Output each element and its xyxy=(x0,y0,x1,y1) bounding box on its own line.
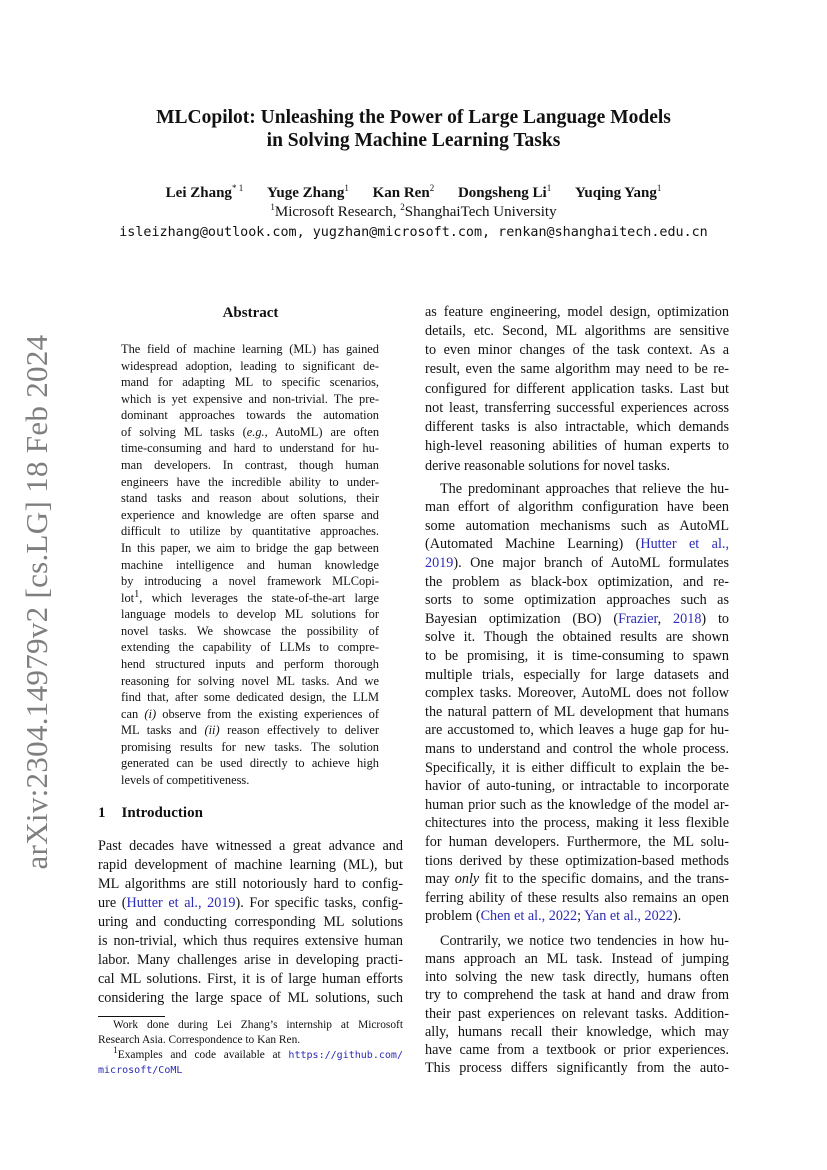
citation-link[interactable]: Chen et al., 2022 xyxy=(480,908,578,925)
text-run: may xyxy=(425,871,455,888)
text-run: sorts to some optimization approaches such as xyxy=(425,592,729,609)
text-line xyxy=(121,739,379,756)
text-run: novel tasks. We showcase the possibility of xyxy=(121,623,379,638)
text-run: by introducing a novel framework MLCopi- xyxy=(121,574,379,589)
text-run: machine intelligence and human knowledge xyxy=(121,557,379,572)
text-line xyxy=(98,894,403,913)
text-run: (i) xyxy=(144,706,157,721)
text-line xyxy=(98,970,403,989)
text-run: mans to understand and control the whole process. xyxy=(425,741,729,757)
text-run: for human developers. Furthermore, the ML solu- xyxy=(425,833,729,850)
text-run: Bayesian optimization (BO) ( xyxy=(425,610,619,627)
author: Dongsheng Li$^1$ xyxy=(457,183,552,201)
text-run: only xyxy=(454,871,480,888)
text-line xyxy=(121,341,379,358)
text-line xyxy=(425,1023,729,1041)
text-line xyxy=(425,1059,729,1077)
text-run: into solving the new task directly, humans often xyxy=(425,969,729,986)
text-run: This process differs significantly from the auto- xyxy=(425,1059,729,1076)
text-line xyxy=(425,535,729,554)
text-line xyxy=(425,889,729,908)
text-line xyxy=(121,374,379,391)
text-run: mans approach an ML task. Instead of jumping xyxy=(425,951,729,968)
citation-link[interactable]: Yan et al., 2022 xyxy=(584,908,673,925)
citation-link[interactable]: 2018 xyxy=(673,610,702,627)
author: Yuge Zhang$^1$ xyxy=(266,183,349,201)
section-heading-introduction: 1 Introduction xyxy=(98,805,203,821)
text-line xyxy=(121,424,379,441)
text-line xyxy=(425,759,729,778)
text-run: as feature engineering, model design, optimization xyxy=(425,303,729,320)
text-run: Research Asia. Correspondence to Kan Ren. xyxy=(98,1033,301,1046)
text-line xyxy=(121,639,379,656)
text-line xyxy=(425,628,729,647)
footnote-mark: 1 xyxy=(134,588,140,600)
title-line-1: MLCopilot: Unleashing the Power of Large Language Models xyxy=(156,107,671,128)
text-line xyxy=(425,647,729,666)
text-run: try to comprehend the task at hand and draw from xyxy=(425,987,729,1004)
text-run: can xyxy=(121,706,145,721)
text-line xyxy=(425,573,729,592)
text-run: levels of competitiveness. xyxy=(121,773,250,788)
text-line xyxy=(121,457,379,474)
text-line xyxy=(425,777,729,796)
text-run: observe from the existing experiences of xyxy=(156,706,380,721)
text-line xyxy=(425,360,729,379)
text-run: reasoning for solving novel ML tasks. And we xyxy=(121,673,379,688)
text-run: ML tasks and xyxy=(121,723,205,738)
text-line xyxy=(121,706,379,723)
text-run: tions derived by these optimization-based methods xyxy=(425,852,729,869)
text-run: find that, after some dedicated design, the LLM xyxy=(121,690,379,705)
text-line xyxy=(425,341,729,360)
intro-paragraph-1 xyxy=(98,837,403,1009)
url-link[interactable]: microsoft/CoML xyxy=(98,1064,183,1076)
text-run: ferring ability of these results also remains an open xyxy=(425,889,729,906)
text-run: ; xyxy=(577,908,585,925)
text-run: details, etc. Second, ML algorithms are sensitive xyxy=(425,322,729,339)
text-line xyxy=(425,932,729,950)
text-run: high-level reasoning abilities of human experts to xyxy=(425,438,729,455)
intro-paragraph-2 xyxy=(425,480,729,926)
url-link[interactable]: https://github.com/ xyxy=(288,1049,403,1061)
text-run: of solving ML tasks ( xyxy=(121,424,247,439)
citation-link[interactable]: Frazier xyxy=(618,610,658,627)
text-run: ally, humans recall their knowledge, which may xyxy=(425,1023,729,1040)
text-run: the problem as black-box optimization, and re- xyxy=(425,573,729,590)
text-run: uring and conducting corresponding ML solutions xyxy=(98,913,403,930)
text-run: experience and knowledge are often sparse and xyxy=(121,507,379,522)
text-run: ure ( xyxy=(98,894,127,911)
footnote-mark: 1 xyxy=(113,1045,118,1056)
text-run: havior of auto-tuning, or intractable to incorporate xyxy=(425,778,729,795)
author: Yuqing Yang$^1$ xyxy=(574,183,662,201)
text-run: , xyxy=(657,610,674,627)
text-line xyxy=(98,932,403,951)
text-run: some automation mechanisms such as AutoML xyxy=(425,517,729,534)
text-run: cal ML solutions. First, it is of large human efforts xyxy=(98,971,403,988)
text-run: multiple trials, especially for large datasets and xyxy=(425,666,729,683)
text-run: Past decades have witnessed a great advance and xyxy=(98,837,403,854)
abstract-heading: Abstract xyxy=(222,305,279,321)
text-run: problem ( xyxy=(425,908,481,925)
text-line xyxy=(121,772,379,789)
text-line xyxy=(425,814,729,833)
text-run: different tasks is also intractable, which demands xyxy=(425,419,729,435)
text-line xyxy=(121,606,379,623)
text-run: which is yet expensive and non-trivial. The pre- xyxy=(121,391,379,406)
text-run: Contrarily, we notice two tendencies in how hu- xyxy=(440,932,729,949)
text-line xyxy=(121,755,379,772)
text-line xyxy=(425,322,729,341)
text-line xyxy=(425,907,729,926)
citation-link[interactable]: Hutter et al., 2019 xyxy=(126,894,236,911)
text-line xyxy=(121,557,379,574)
text-line xyxy=(425,498,729,517)
text-run: Examples and code available at xyxy=(117,1048,289,1061)
text-line xyxy=(98,1033,403,1048)
text-run: language models to develop ML solutions for xyxy=(121,607,379,622)
text-run: rapid development of machine learning (ML), but xyxy=(98,856,403,873)
text-run: are accustomed to, which leaves a huge gap for hu- xyxy=(425,722,729,739)
text-line xyxy=(121,490,379,507)
text-run: chitectures into the process, making it less flexible xyxy=(425,815,729,832)
text-line xyxy=(98,1045,403,1063)
text-run: (Automated Machine Learning) ( xyxy=(425,536,641,553)
author-list xyxy=(0,185,827,202)
text-line xyxy=(425,591,729,610)
text-line xyxy=(425,666,729,685)
affiliations: $^1$Microsoft Research, $^2$ShanghaiTech University xyxy=(270,202,557,220)
text-run: result, even the same algorithm may need to be re- xyxy=(425,361,729,378)
abstract-text xyxy=(121,341,379,789)
text-run: engineers have the incredible ability to under- xyxy=(121,474,379,489)
text-line xyxy=(425,703,729,722)
text-run: the natural pattern of ML development that humans xyxy=(425,703,729,720)
text-run: (ii) xyxy=(204,723,220,738)
text-run: Specifically, it is either difficult to explain the be- xyxy=(425,759,729,776)
text-line xyxy=(121,623,379,640)
text-line xyxy=(425,1005,729,1023)
text-run: reason effectively to deliver xyxy=(219,723,379,738)
text-line xyxy=(425,517,729,536)
text-run: ). One major branch of AutoML formulates xyxy=(453,555,729,572)
text-run: In this paper, we aim to bridge the gap between xyxy=(121,540,379,555)
text-run: extending the capability of LLMs to compre- xyxy=(121,640,379,655)
text-line xyxy=(425,986,729,1004)
text-run: ). For specific tasks, config- xyxy=(235,894,403,911)
text-line xyxy=(98,951,403,970)
text-line xyxy=(425,796,729,815)
text-run: fit to the specific domains, and the trans- xyxy=(479,871,729,888)
text-line xyxy=(121,590,379,607)
text-run: hend structured inputs and perform thorough xyxy=(121,656,379,671)
text-run: is non-trivial, which thus requires extensive human xyxy=(98,932,403,949)
text-run: configured for different application tasks. Last but xyxy=(425,380,729,397)
text-line xyxy=(425,457,729,476)
author-emails: isleizhang@outlook.com, yugzhan@microsoft.com, renkan@shanghaitech.edu.cn xyxy=(119,225,708,240)
text-line xyxy=(121,440,379,457)
text-line xyxy=(425,610,729,629)
text-run: considering the large space of ML solutions, such xyxy=(98,990,403,1007)
text-line xyxy=(425,833,729,852)
arxiv-identifier-sidebar: arXiv:2304.14979v2 [cs.LG] 18 Feb 2024 xyxy=(19,334,54,870)
text-line xyxy=(98,856,403,875)
text-run: ) to xyxy=(701,610,730,627)
text-line xyxy=(425,740,729,759)
text-run: generated can be used directly to achieve high xyxy=(121,756,379,771)
text-run: Work done during Lei Zhang’s internship at Microsoft xyxy=(113,1018,403,1031)
text-line xyxy=(121,507,379,524)
text-line xyxy=(425,380,729,399)
text-line xyxy=(425,684,729,703)
text-run: ML algorithms are still notoriously hard to config- xyxy=(98,875,403,892)
text-run: man effort of algorithm configuration have been xyxy=(425,499,729,516)
text-line xyxy=(425,437,729,456)
text-line xyxy=(425,399,729,418)
paper-title xyxy=(0,106,827,152)
text-run: difficult to utilize by quantitative approaches. xyxy=(121,524,379,539)
text-run: human prior such as the knowledge of the model ar- xyxy=(425,796,729,813)
text-run: have came from a textbook or prior experiences. xyxy=(425,1041,729,1058)
text-line xyxy=(121,656,379,673)
text-line xyxy=(121,407,379,424)
author: Kan Ren$^2$ xyxy=(372,183,435,201)
text-run: their past experiences on relevant tasks. Addition- xyxy=(425,1005,729,1022)
text-line xyxy=(425,418,729,437)
text-run: The field of machine learning (ML) has gained xyxy=(121,342,379,356)
text-line xyxy=(425,870,729,889)
text-run: to be promising, it is time-consuming to spawn xyxy=(425,648,729,665)
text-run: stand tasks and reason about solutions, their xyxy=(121,491,379,506)
text-run: AutoML) are often xyxy=(267,424,380,439)
text-run: mand for adapting ML to specific scenarios, xyxy=(121,375,379,390)
text-line xyxy=(425,303,729,322)
text-run: The predominant approaches that relieve the hu- xyxy=(440,480,729,497)
text-run: man developers. In contrast, though human xyxy=(121,458,379,473)
text-run: e.g., xyxy=(246,424,268,439)
text-line xyxy=(121,391,379,408)
author: Lei Zhang$^{* 1}$ xyxy=(165,183,244,201)
citation-link[interactable]: 2019 xyxy=(425,555,454,572)
title-line-2: in Solving Machine Learning Tasks xyxy=(266,130,561,151)
text-run: lot xyxy=(121,590,135,605)
text-run: time-consuming and hard to understand for hu- xyxy=(121,441,379,456)
intro-paragraph-1-continued xyxy=(425,303,729,476)
text-line xyxy=(425,554,729,573)
text-line xyxy=(98,1063,403,1078)
text-run: complex tasks. Moreover, AutoML does not follow xyxy=(425,685,729,702)
text-line xyxy=(121,523,379,540)
text-line xyxy=(121,358,379,375)
text-line xyxy=(98,913,403,932)
text-line xyxy=(98,837,403,856)
text-line xyxy=(425,721,729,740)
text-line xyxy=(425,950,729,968)
text-line xyxy=(121,689,379,706)
text-run: ). xyxy=(672,908,682,925)
text-line xyxy=(98,1018,403,1033)
text-line xyxy=(121,573,379,590)
text-run: to even minor changes of the task context. As a xyxy=(425,342,729,358)
text-run: promising results for new tasks. The solution xyxy=(121,739,379,754)
text-run: solve it. Though the obtained results are shown xyxy=(425,629,729,646)
text-line xyxy=(121,540,379,557)
text-line xyxy=(121,474,379,491)
intro-paragraph-3 xyxy=(425,932,729,1077)
text-run: not least, transferring successful experiences across xyxy=(425,399,729,416)
citation-link[interactable]: Hutter et al., xyxy=(640,536,729,553)
text-line xyxy=(425,480,729,499)
text-run: derive reasonable solutions for novel tasks. xyxy=(425,457,671,474)
text-line xyxy=(98,875,403,894)
text-line xyxy=(425,1041,729,1059)
text-line xyxy=(98,989,403,1008)
text-line xyxy=(121,722,379,739)
text-run: dominant approaches towards the automation xyxy=(121,408,379,423)
text-run: labor. Many challenges arise in developing practi- xyxy=(98,952,403,969)
text-line xyxy=(425,852,729,871)
footnotes xyxy=(98,1018,403,1078)
text-line xyxy=(121,673,379,690)
text-run: widespread adoption, leading to significant de- xyxy=(121,358,379,373)
text-line xyxy=(425,968,729,986)
text-run: , which leverages the state-of-the-art large xyxy=(139,590,379,605)
